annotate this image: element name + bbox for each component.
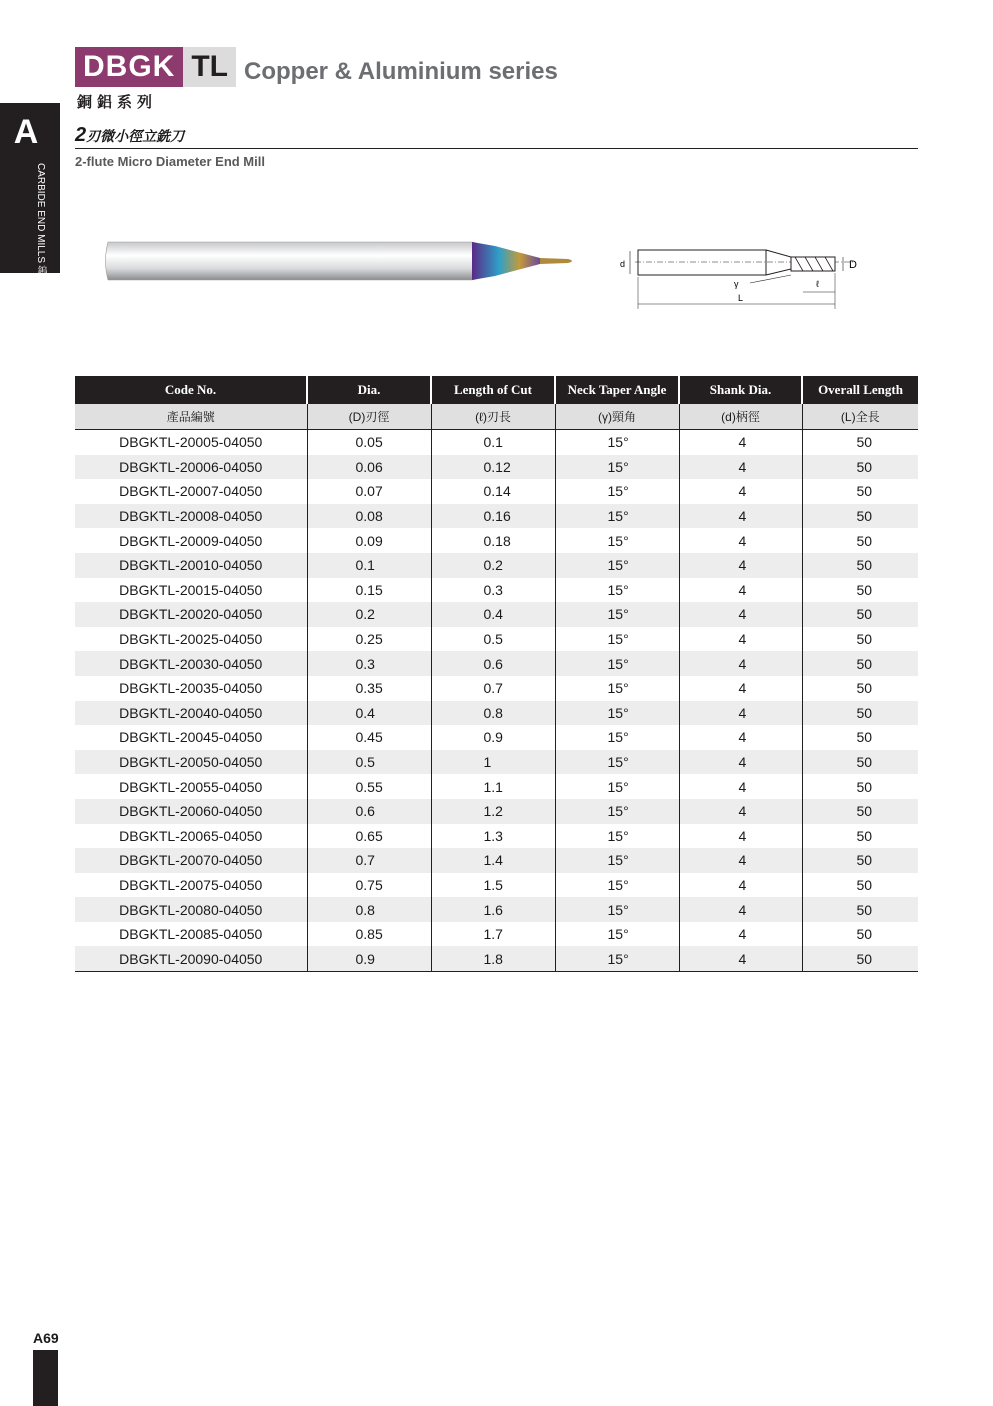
length-of-cut-cell: 1.7 [431,922,555,947]
overall-length-cell: 50 [802,676,918,701]
overall-length-cell: 50 [802,946,918,971]
column-header: Code No. [75,376,307,404]
code-cell: DBGKTL-20025-04050 [119,631,263,648]
dia-cell: 0.8 [307,897,431,922]
neck-angle-cell: 15° [555,651,679,676]
code-cell: DBGKTL-20065-04050 [119,827,263,844]
code-cell: DBGKTL-20055-04050 [119,778,263,795]
overall-length-cell: 50 [802,873,918,898]
svg-text:D: D [849,259,857,271]
shank-dia-cell: 4 [679,528,802,553]
table-row [75,578,918,603]
length-of-cut-cell: 1.2 [431,799,555,824]
neck-angle-cell: 15° [555,774,679,799]
table-row [75,701,918,726]
overall-length-cell: 50 [802,848,918,873]
table-row [75,848,918,873]
series-badge-primary: DBGK [75,47,183,87]
table-row [75,455,918,480]
shank-dia-cell: 4 [679,750,802,775]
neck-angle-cell: 15° [555,824,679,849]
length-of-cut-cell: 1.1 [431,774,555,799]
column-header-zh: (d)柄徑 [679,404,802,430]
shank-dia-cell: 4 [679,873,802,898]
length-of-cut-cell: 0.8 [431,701,555,726]
table-row [75,946,918,971]
length-of-cut-cell: 0.14 [431,479,555,504]
dia-cell: 0.85 [307,922,431,947]
dia-cell: 0.1 [307,553,431,578]
shank-dia-cell: 4 [679,824,802,849]
dia-cell: 0.07 [307,479,431,504]
dia-cell: 0.4 [307,701,431,726]
overall-length-cell: 50 [802,922,918,947]
table-row [75,873,918,898]
shank-dia-cell: 4 [679,578,802,603]
header-rule [75,148,918,149]
neck-angle-cell: 15° [555,922,679,947]
code-cell: DBGKTL-20090-04050 [75,946,307,971]
spec-table [75,376,918,972]
neck-angle-cell: 15° [555,676,679,701]
code-cell: DBGKTL-20045-04050 [119,729,263,746]
neck-angle-cell: 15° [555,528,679,553]
dia-cell: 0.05 [307,430,431,455]
code-cell: DBGKTL-20007-04050 [119,483,263,500]
neck-angle-cell: 15° [555,430,679,455]
dia-cell: 0.3 [307,651,431,676]
page-number: A69 [33,1330,59,1346]
neck-angle-cell: 15° [555,946,679,971]
overall-length-cell: 50 [802,701,918,726]
svg-text:L: L [738,293,744,303]
table-row [75,922,918,947]
code-cell: DBGKTL-20080-04050 [75,897,307,922]
overall-length-cell: 50 [802,750,918,775]
dia-cell: 0.9 [307,946,431,971]
length-of-cut-cell: 0.2 [431,553,555,578]
code-cell: DBGKTL-20050-04050 [75,750,307,775]
code-cell: DBGKTL-20075-04050 [119,876,263,893]
dimension-drawing [615,243,865,313]
shank-dia-cell: 4 [679,430,802,455]
shank-dia-cell: 4 [679,627,802,652]
dia-cell: 0.65 [307,824,431,849]
length-of-cut-cell: 1.3 [431,824,555,849]
column-header: Shank Dia. [679,376,802,404]
code-cell: DBGKTL-20005-04050 [119,434,263,451]
code-cell: DBGKTL-20010-04050 [75,553,307,578]
header-row-zh [75,404,918,430]
shank-dia-cell: 4 [679,701,802,726]
shank-dia-cell: 4 [679,946,802,971]
length-of-cut-cell: 0.5 [431,627,555,652]
table-row [75,725,918,750]
subtitle-zh: 2刃微小徑立銑刀 [75,124,185,146]
shank-dia-cell: 4 [679,479,802,504]
code-cell: DBGKTL-20009-04050 [119,532,263,549]
overall-length-cell: 50 [802,479,918,504]
column-header: Length of Cut [431,376,555,404]
neck-angle-cell: 15° [555,553,679,578]
length-of-cut-cell: 0.4 [431,602,555,627]
neck-angle-cell: 15° [555,848,679,873]
side-tab-label: CARBIDE END MILLS 鎢鋼銑刀 [35,163,46,306]
length-of-cut-cell: 0.9 [431,725,555,750]
table-row [75,774,918,799]
code-cell: DBGKTL-20015-04050 [119,581,263,598]
dia-cell: 0.55 [307,774,431,799]
table-row [75,799,918,824]
shank-dia-cell: 4 [679,774,802,799]
end-mill-photo [100,236,580,286]
series-header [75,47,558,87]
page-bar [33,1350,58,1406]
shank-dia-cell: 4 [679,922,802,947]
column-header: Neck Taper Angle [555,376,679,404]
dia-cell: 0.08 [307,504,431,529]
length-of-cut-cell: 0.6 [431,651,555,676]
dia-cell: 0.45 [307,725,431,750]
table-row [75,824,918,849]
overall-length-cell: 50 [802,455,918,480]
column-header-zh: (D)刃徑 [307,404,431,430]
column-header: Overall Length [802,376,918,404]
neck-angle-cell: 15° [555,602,679,627]
shank-dia-cell: 4 [679,455,802,480]
svg-text:d: d [620,259,626,269]
table-row [75,504,918,529]
overall-length-cell: 50 [802,774,918,799]
neck-angle-cell: 15° [555,873,679,898]
table-row [75,479,918,504]
column-header: Dia. [307,376,431,404]
dia-cell: 0.7 [307,848,431,873]
shank-dia-cell: 4 [679,725,802,750]
dia-cell: 0.75 [307,873,431,898]
overall-length-cell: 50 [802,553,918,578]
code-cell: DBGKTL-20008-04050 [75,504,307,529]
shank-dia-cell: 4 [679,676,802,701]
column-header-zh: 產品編號 [75,404,307,430]
svg-text:γ: γ [734,279,739,289]
table-row [75,750,918,775]
neck-angle-cell: 15° [555,627,679,652]
neck-angle-cell: 15° [555,578,679,603]
shank-dia-cell: 4 [679,602,802,627]
dia-cell: 0.25 [307,627,431,652]
table-row [75,897,918,922]
overall-length-cell: 50 [802,504,918,529]
overall-length-cell: 50 [802,528,918,553]
neck-angle-cell: 15° [555,750,679,775]
shank-dia-cell: 4 [679,504,802,529]
shank-dia-cell: 4 [679,651,802,676]
length-of-cut-cell: 1.5 [431,873,555,898]
subtitle-en: 2-flute Micro Diameter End Mill [75,154,265,169]
overall-length-cell: 50 [802,430,918,455]
code-cell: DBGKTL-20060-04050 [75,799,307,824]
svg-text:ℓ: ℓ [816,279,819,289]
dia-cell: 0.35 [307,676,431,701]
length-of-cut-cell: 1 [431,750,555,775]
code-cell: DBGKTL-20085-04050 [119,926,263,943]
overall-length-cell: 50 [802,824,918,849]
series-title-zh: 銅鋁系列 [77,94,158,111]
length-of-cut-cell: 1.8 [431,946,555,971]
dia-cell: 0.5 [307,750,431,775]
overall-length-cell: 50 [802,602,918,627]
side-tab [0,103,60,306]
neck-angle-cell: 15° [555,455,679,480]
dia-cell: 0.2 [307,602,431,627]
shank-dia-cell: 4 [679,897,802,922]
length-of-cut-cell: 1.4 [431,848,555,873]
length-of-cut-cell: 0.1 [431,430,555,455]
column-header-zh: (L)全長 [802,404,918,430]
overall-length-cell: 50 [802,578,918,603]
overall-length-cell: 50 [802,627,918,652]
code-cell: DBGKTL-20035-04050 [119,680,263,697]
neck-angle-cell: 15° [555,479,679,504]
table-row [75,627,918,652]
table-row [75,553,918,578]
dia-cell: 0.15 [307,578,431,603]
table-row [75,676,918,701]
column-header-zh: (γ)頸角 [555,404,679,430]
length-of-cut-cell: 1.6 [431,897,555,922]
side-tab-letter: A [13,113,39,151]
dia-cell: 0.09 [307,528,431,553]
neck-angle-cell: 15° [555,725,679,750]
neck-angle-cell: 15° [555,897,679,922]
shank-dia-cell: 4 [679,799,802,824]
column-header-zh: (ℓ)刃長 [431,404,555,430]
series-title-en: Copper & Aluminium series [244,58,558,85]
neck-angle-cell: 15° [555,799,679,824]
overall-length-cell: 50 [802,725,918,750]
shank-dia-cell: 4 [679,848,802,873]
length-of-cut-cell: 0.3 [431,578,555,603]
length-of-cut-cell: 0.18 [431,528,555,553]
dia-cell: 0.06 [307,455,431,480]
table-row [75,602,918,627]
overall-length-cell: 50 [802,651,918,676]
shank-dia-cell: 4 [679,553,802,578]
length-of-cut-cell: 0.7 [431,676,555,701]
code-cell: DBGKTL-20040-04050 [75,701,307,726]
code-cell: DBGKTL-20020-04050 [75,602,307,627]
length-of-cut-cell: 0.16 [431,504,555,529]
table-row [75,430,918,455]
code-cell: DBGKTL-20070-04050 [75,848,307,873]
neck-angle-cell: 15° [555,504,679,529]
table-row [75,528,918,553]
overall-length-cell: 50 [802,799,918,824]
overall-length-cell: 50 [802,897,918,922]
dia-cell: 0.6 [307,799,431,824]
length-of-cut-cell: 0.12 [431,455,555,480]
code-cell: DBGKTL-20030-04050 [75,651,307,676]
series-badge-secondary: TL [183,47,236,87]
code-cell: DBGKTL-20006-04050 [75,455,307,480]
header-row-en [75,376,918,404]
neck-angle-cell: 15° [555,701,679,726]
table-row [75,651,918,676]
